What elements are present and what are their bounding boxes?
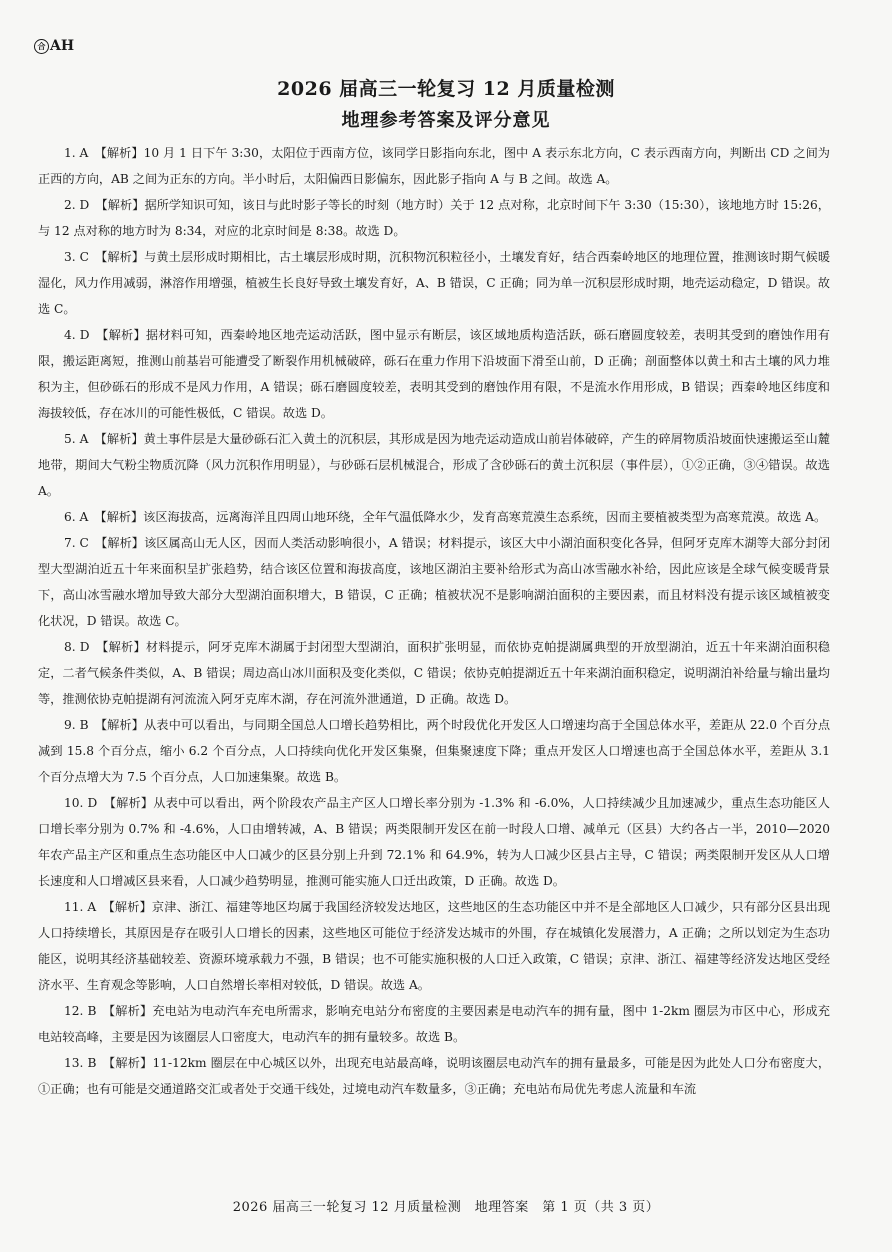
page-subtitle: 地理参考答案及评分意见 xyxy=(341,110,551,131)
analysis-tag: 【解析】 xyxy=(100,432,144,446)
answer-text: 与黄土层形成时期相比，古土壤层形成时期，沉积物沉积粒径小，土壤发育好，结合西秦岭地区的地理位置，推测该时期气候暖湿化，风力作用减弱，淋溶作用增强，植被生长良好导致土壤发育好，A、B 错误，C 正确；同为单一沉积层形成时期，地壳运动稳定，D 错误。故选 C。 xyxy=(38,250,831,316)
seal-icon: 合 xyxy=(34,39,49,54)
analysis-tag: 【解析】 xyxy=(109,1056,153,1070)
answer-text: 据材料可知，西秦岭地区地壳运动活跃，图中显示有断层，该区域地质构造活跃，砾石磨圆度较差，表明其受到的磨蚀作用有限，搬运距离短，推测山前基岩可能遭受了断裂作用机械破碎，砾石在重力作用下沿坡面下滑至山前，D 正确；剖面整体以黄土和古土壤的风力堆积为主，但砂砾石的形成不是风力作用，A 错误；砾石磨圆度较差，表明其受到的磨蚀作用有限，不是流水作用形成，B 错误；西秦岭地区纬度和海拔较低，存在冰川的可能性极低，C 错误。故选 D。 xyxy=(38,328,830,420)
analysis-tag: 【解析】 xyxy=(100,718,144,732)
answer-text: 该区海拔高，远离海洋且四周山地环绕，全年气温低降水少，发育高寒荒漠生态系统，因而主要植被类型为高寒荒漠。故选 A。 xyxy=(143,510,827,524)
answer-item xyxy=(38,894,830,998)
answer-text: 充电站为电动汽车充电所需求，影响充电站分布密度的主要因素是电动汽车的拥有量，图中 1-2km 圈层为市区中心，形成充电站较高峰，主要是因为该圈层人口密度大，电动汽车的拥有量较多。故选 B。 xyxy=(38,1004,830,1044)
answer-item xyxy=(38,426,830,504)
answer-item xyxy=(38,192,830,244)
analysis-tag: 【解析】 xyxy=(108,900,152,914)
answer-item xyxy=(38,1050,830,1102)
answer-text: 10 月 1 日下午 3:30，太阳位于西南方位，该同学日影指向东北，图中 A 表示东北方向，C 表示西南方向，判断出 CD 之间为正西的方向，AB 之间为正东的方向。半小时后，太阳偏西日影偏东，因此影子指向 A 与 B 之间。故选 A。 xyxy=(38,146,830,186)
answer-text: 材料提示，阿牙克库木湖属于封闭型大型湖泊，面积扩张明显，而依协克帕提湖属典型的开放型湖泊，近五十年来湖泊面积稳定，二者气候条件类似，A、B 错误；周边高山冰川面积及变化类似，C 错误；依协克帕提湖近五十年来湖泊面积稳定，说明湖泊补给量与输出量均等，推测依协克帕提湖有河流流入阿牙克库木湖，存在河流外泄通道，D 正确。故选 D。 xyxy=(38,640,830,706)
answer-item xyxy=(38,244,830,322)
answer-number: 7. C xyxy=(64,536,89,550)
analysis-tag: 【解析】 xyxy=(100,146,144,160)
answer-number: 11. A xyxy=(64,900,97,914)
answer-item xyxy=(38,998,830,1050)
answer-number: 5. A xyxy=(64,432,89,446)
answer-number: 12. B xyxy=(64,1004,97,1018)
analysis-tag: 【解析】 xyxy=(108,1004,153,1018)
analysis-tag: 【解析】 xyxy=(102,328,146,342)
answer-item xyxy=(38,712,830,790)
exam-code-mark xyxy=(34,38,74,54)
analysis-tag: 【解析】 xyxy=(101,536,145,550)
answer-item xyxy=(38,634,830,712)
exam-code: AH xyxy=(50,38,75,54)
answer-number: 13. B xyxy=(64,1056,97,1070)
answer-text: 该区属高山无人区，因而人类活动影响很小，A 错误；材料提示，该区大中小湖泊面积变化各异，但阿牙克库木湖等大部分封闭型大型湖泊近五十年来面积呈扩张趋势，结合该区位置和海拔高度，该地区湖泊主要补给形式为高山冰雪融水补给，因此应该是全球气候变暖背景下，高山冰雪融水增加导致大部分大型湖泊面积增大，B 错误，C 正确；植被状况不是影响湖泊面积的主要因素，而且材料没有提示该区域植被变化状况，D 错误。故选 C。 xyxy=(38,536,831,628)
answer-text: 据所学知识可知，该日与此时影子等长的时刻（地方时）关于 12 点对称，北京时间下午 3:30（15:30），该地地方时 15:26，与 12 点对称的地方时为 8:34，对应的北京时间是 8:38。故选 D。 xyxy=(38,198,830,238)
answer-number: 8. D xyxy=(64,640,90,654)
answer-number: 4. D xyxy=(64,328,90,342)
analysis-tag: 【解析】 xyxy=(100,510,144,524)
answer-text: 11-12km 圈层在中心城区以外，出现充电站最高峰，说明该圈层电动汽车的拥有量最多，可能是因为此处人口分布密度大，①正确；也有可能是交通道路交汇或者处于交通干线处，过境电动汽车数量多，③正确；充电站布局优先考虑人流量和车流 xyxy=(38,1056,831,1096)
answer-number: 10. D xyxy=(64,796,98,810)
answer-number: 1. A xyxy=(64,146,89,160)
page-title: 2026 届高三一轮复习 12 月质量检测 xyxy=(277,78,615,100)
answer-number: 9. B xyxy=(64,718,89,732)
analysis-tag: 【解析】 xyxy=(101,198,145,212)
answer-item xyxy=(38,322,830,426)
answer-text: 黄土事件层是大量砂砾石汇入黄土的沉积层，其形成是因为地壳运动造成山前岩体破碎，产生的碎屑物质沿坡面快速搬运至山麓地带，期间大气粉尘物质沉降（风力沉积作用明显），与砂砾石层机械混合，形成了含砂砾石的黄土沉积层（事件层），①②正确，③④错误。故选 A。 xyxy=(38,432,830,498)
analysis-tag: 【解析】 xyxy=(102,640,146,654)
page-footer: 2026 届高三一轮复习 12 月质量检测 地理答案 第 1 页（共 3 页） xyxy=(232,1200,660,1215)
answer-number: 2. D xyxy=(64,198,90,212)
answer-item xyxy=(38,504,830,530)
answer-text: 从表中可以看出，与同期全国总人口增长趋势相比，两个时段优化开发区人口增速均高于全国总体水平，差距从 22.0 个百分点减到 15.8 个百分点，缩小 6.2 个百分点，人口持续向优化开发区集聚，但集聚速度下降；重点开发区人口增速也高于全国总体水平，差距从 3.1 个百分点增大为 7.5 个百分点，人口加速集聚。故选 B。 xyxy=(38,718,831,784)
answer-number: 3. C xyxy=(64,250,89,264)
answer-text: 京津、浙江、福建等地区均属于我国经济较发达地区，这些地区的生态功能区中并不是全部地区人口减少，只有部分区县出现人口持续增长，其原因是存在吸引人口增长的因素，这些地区可能位于经济发达城市的外围，存在城镇化发展潜力，A 正确；之所以划定为生态功能区，说明其经济基础较差、资源环境承载力不强，B 错误；也不可能实施积极的人口迁入政策，C 错误；京津、浙江、福建等经济发达地区受经济水平、生育观念等影响，人口自然增长率相对较低，D 错误。故选 A。 xyxy=(38,900,831,992)
answer-item xyxy=(38,790,830,894)
answer-number: 6. A xyxy=(64,510,89,524)
analysis-tag: 【解析】 xyxy=(109,796,154,810)
answer-list xyxy=(38,140,830,1102)
analysis-tag: 【解析】 xyxy=(101,250,145,264)
answer-item xyxy=(38,530,830,634)
answer-text: 从表中可以看出，两个阶段农产品主产区人口增长率分别为 -1.3% 和 -6.0%，人口持续减少且加速减少，重点生态功能区人口增长率分别为 0.7% 和 -4.6%，人口由增转减，A、B 错误；两类限制开发区在前一时段人口增、减单元（区县）大约各占一半，2010—2020 年农产品主产区和重点生态功能区中人口减少的区县分别上升到 72.1% 和 64.9%，转为人口减少区县占主导，C 错误；两类限制开发区从人口增长速度和人口增减区县来看，人口减少趋势明显，推测可能实施人口迁出政策，D 正确。故选 D。 xyxy=(38,796,830,888)
answer-item xyxy=(38,140,830,192)
